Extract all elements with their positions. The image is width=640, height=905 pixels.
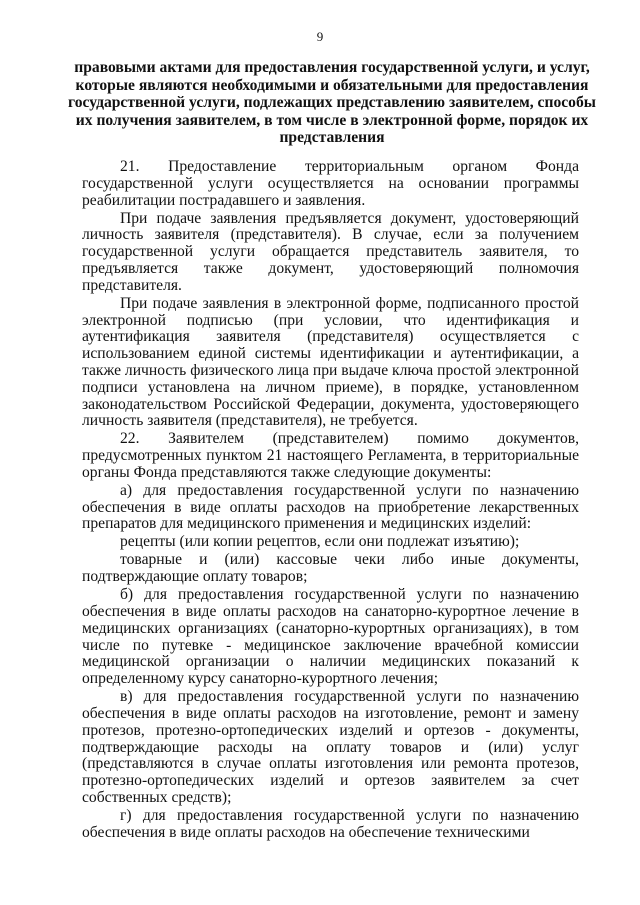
paragraph-item-a: а) для предоставления государственной услуги по назначению обеспечения в виде оплаты расходов на приобретение лекарственных препаратов для медицинского применения и медицинских изделий: [82,481,579,533]
paragraph-prescriptions: рецепты (или копии рецептов, если они подлежат изъятию); [120,533,520,551]
paragraph-electronic-submission: При подаче заявления в электронной форме, подписанного простой электронной подписью (при условии, что идентификация и аутентификация заявителя (представителя) осуществляется с использованием единой системы идентификации и аутентификации, а также личность физического лица при выдаче ключа простой электронной подписи установлена на личном приеме), в порядке, установленном законодательством Российской Федерации, документа, удостоверяющего личность заявителя (представителя), не требуется. [82,294,579,430]
paragraph-item-b: б) для предоставления государственной услуги по назначению обеспечения в виде оплаты расходов на санаторно-курортное лечение в медицинских организациях (санаторно-курортных организациях), в том числе по путевке - медицинское заключение врачебной комиссии медицинской организации о наличии медицинских показаний к определенному курсу санаторно-курортного лечения; [82,586,579,688]
section-heading: правовыми актами для предоставления государственной услуги, и услуг, которые являются необходимыми и обязательными для предоставления государственной услуги, подлежащих представлению заявителем, способы их получения заявителем, в том числе в электронной форме, порядок их представления [68,59,596,147]
paragraph-22: 22. Заявителем (представителем) помимо документов, предусмотренных пунктом 21 настоящего Регламента, в территориальные органы Фонда представляются также следующие документы: [82,430,579,481]
paragraph-receipts: товарные и (или) кассовые чеки либо иные документы, подтверждающие оплату товаров; [82,551,579,586]
document-body [82,159,579,843]
page-number: 9 [316,29,324,44]
paragraph-item-g: г) для предоставления государственной услуги по назначению обеспечения в виде оплаты расходов на обеспечение техническими [82,806,579,841]
paragraph-item-v: в) для предоставления государственной услуги по назначению обеспечения в виде оплаты расходов на изготовление, ремонт и замену протезов, протезно-ортопедических изделий и ортезов - документы, подтверждающие расходы на оплату товаров и (или) услуг (представляются в случае оплаты изготовления или ремонта протезов, протезно-ортопедических изделий и ортезов заявителем за счет собственных средств); [82,688,579,806]
paragraph-21: 21. Предоставление территориальным органом Фонда государственной услуги осуществляется на основании программы реабилитации пострадавшего и заявления. [82,158,579,209]
paragraph-identity-document: При подаче заявления предъявляется документ, удостоверяющий личность заявителя (представителя). В случае, если за получением государственной услуги обращается представитель заявителя, то предъявляется также документ, удостоверяющий полномочия представителя. [82,209,579,294]
